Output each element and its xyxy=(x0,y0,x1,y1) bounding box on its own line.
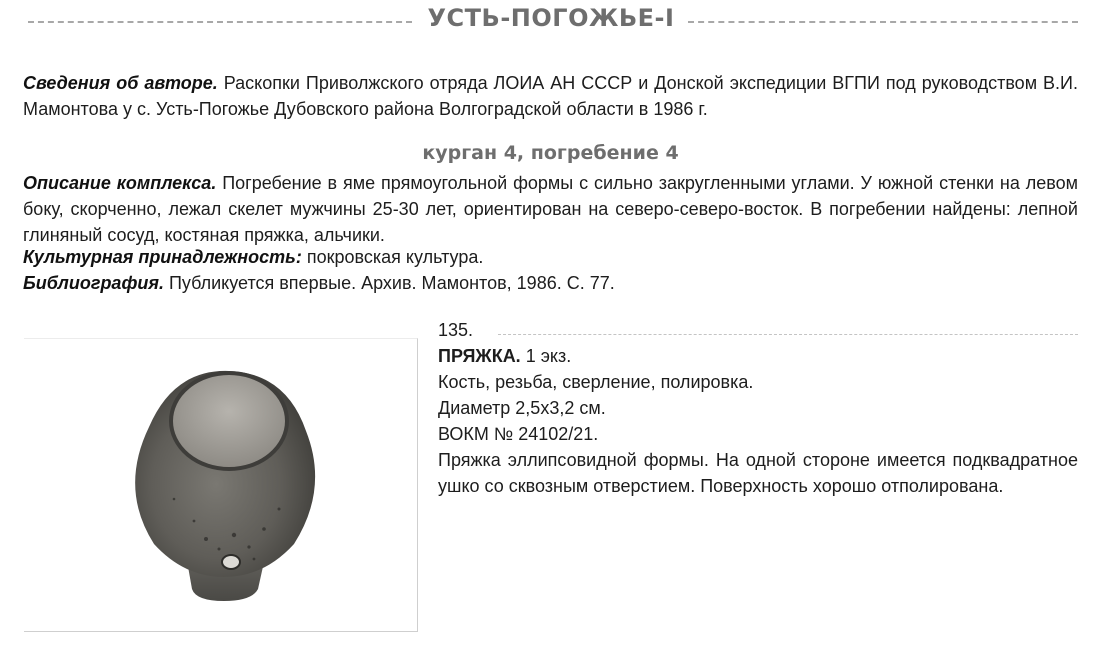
item-text: Пряжка эллипсовидной формы. На одной стороне имеется подквадратное ушко со сквозным отверстием. Поверхность хорошо отполирована. xyxy=(438,450,1078,496)
bibliography-label: Библиография. xyxy=(23,273,164,293)
item-size: Диаметр 2,5х3,2 см. xyxy=(438,398,606,418)
item-material: Кость, резьба, сверление, полировка. xyxy=(438,372,754,392)
page-title: УСТЬ-ПОГОЖЬЕ-I xyxy=(427,4,675,32)
buckle-image xyxy=(24,339,417,631)
description-label: Описание комплекса. xyxy=(23,173,217,193)
author-label: Сведения об авторе. xyxy=(23,73,218,93)
buckle-photo xyxy=(24,338,418,632)
complex-heading: курган 4, погребение 4 xyxy=(422,142,679,164)
culture-paragraph xyxy=(23,244,1078,270)
item-name: ПРЯЖКА. xyxy=(438,346,521,366)
item-number-line xyxy=(438,317,1078,343)
author-text: Раскопки Приволжского отряда ЛОИА АН СССР и Донской экспедиции ВГПИ под руководством В.И. Мамонтова у с. Усть-Погожье Дубовского района Волгоградской области в 1986 г. xyxy=(23,73,1078,119)
bibliography-paragraph xyxy=(23,270,1078,296)
item-separator xyxy=(498,334,1078,335)
buckle-hole xyxy=(222,555,240,569)
page-header xyxy=(28,4,1078,40)
author-paragraph xyxy=(23,70,1078,122)
bibliography-text: Публикуется впервые. Архив. Мамонтов, 1986. С. 77. xyxy=(163,273,615,293)
item-name-line xyxy=(438,343,1078,369)
item-description xyxy=(438,317,1078,499)
item-number: 135. xyxy=(438,320,474,340)
item-inventory: ВОКМ № 24102/21. xyxy=(438,424,599,444)
header-rule-right xyxy=(688,21,1078,23)
description-text: Погребение в яме прямоугольной формы с сильно закругленными углами. У южной стенки на левом боку, скорченно, лежал скелет мужчины 25-30 лет, ориентирован на северо-северо-восток. В погребении найдены: лепной глиняный сосуд, костяная пряжка, альчики. xyxy=(23,173,1078,245)
culture-label: Культурная принадлежность: xyxy=(23,247,302,267)
culture-text: покровская культура. xyxy=(301,247,484,267)
header-rule-left xyxy=(28,21,412,23)
item-count: 1 экз. xyxy=(520,346,572,366)
description-paragraph xyxy=(23,170,1078,248)
